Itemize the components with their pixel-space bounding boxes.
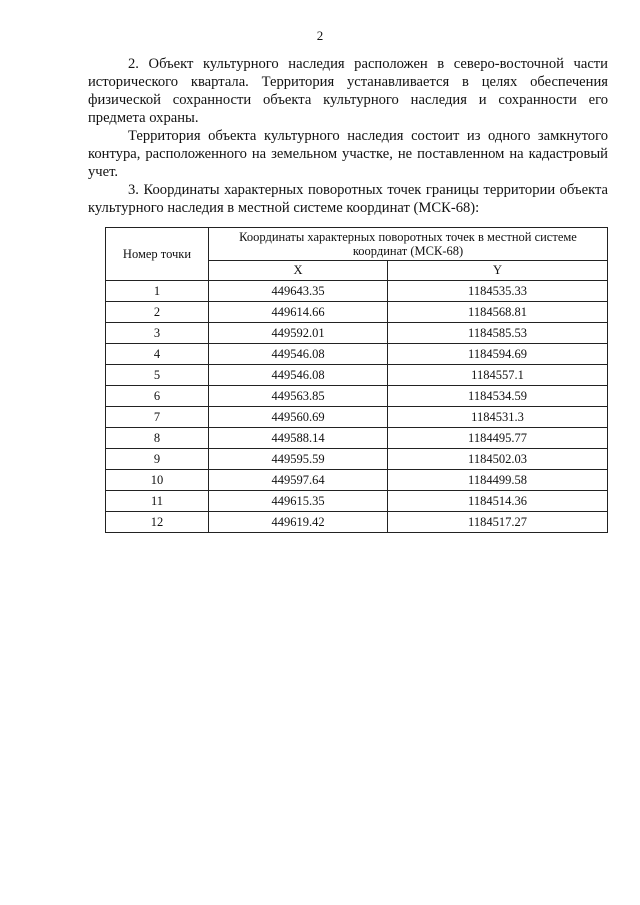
cell-x: 449563.85	[209, 386, 388, 407]
cell-y: 1184568.81	[388, 302, 608, 323]
table-row	[106, 512, 608, 533]
cell-point-number: 6	[106, 386, 209, 407]
cell-point-number: 10	[106, 470, 209, 491]
header-coordinates-group: Координаты характерных поворотных точек в местной системе координат (МСК-68)	[209, 228, 608, 261]
header-y: Y	[388, 261, 608, 281]
cell-x: 449597.64	[209, 470, 388, 491]
table-row	[106, 323, 608, 344]
cell-y: 1184585.53	[388, 323, 608, 344]
cell-y: 1184495.77	[388, 428, 608, 449]
cell-x: 449595.59	[209, 449, 388, 470]
table-row	[106, 470, 608, 491]
cell-x: 449546.08	[209, 344, 388, 365]
paragraph-coordinates: 3. Координаты характерных поворотных точек границы территории объекта культурного наследия в местной системе координат (МСК-68):	[88, 182, 608, 216]
cell-point-number: 1	[106, 281, 209, 302]
cell-y: 1184514.36	[388, 491, 608, 512]
cell-y: 1184557.1	[388, 365, 608, 386]
cell-x: 449592.01	[209, 323, 388, 344]
cell-point-number: 3	[106, 323, 209, 344]
table-row	[106, 449, 608, 470]
cell-y: 1184502.03	[388, 449, 608, 470]
cell-y: 1184535.33	[388, 281, 608, 302]
header-point-number: Номер точки	[106, 228, 209, 281]
cell-x: 449560.69	[209, 407, 388, 428]
cell-x: 449619.42	[209, 512, 388, 533]
table-row	[106, 344, 608, 365]
cell-x: 449546.08	[209, 365, 388, 386]
cell-point-number: 12	[106, 512, 209, 533]
cell-y: 1184531.3	[388, 407, 608, 428]
table-row	[106, 365, 608, 386]
cell-point-number: 5	[106, 365, 209, 386]
paragraph-location: 2. Объект культурного наследия расположен в северо-восточной части исторического квартала. Территория устанавливается в целях обеспечения физической сохранности объекта культурного наследия и сохранности его предмета охраны.	[88, 56, 608, 126]
coordinates-table	[105, 227, 608, 533]
document-body	[88, 55, 608, 217]
cell-y: 1184499.58	[388, 470, 608, 491]
cell-x: 449614.66	[209, 302, 388, 323]
cell-x: 449588.14	[209, 428, 388, 449]
table-row	[106, 302, 608, 323]
cell-point-number: 7	[106, 407, 209, 428]
cell-point-number: 2	[106, 302, 209, 323]
table-row	[106, 407, 608, 428]
cell-y: 1184534.59	[388, 386, 608, 407]
cell-point-number: 9	[106, 449, 209, 470]
cell-point-number: 4	[106, 344, 209, 365]
page-number: 2	[316, 28, 324, 43]
cell-y: 1184517.27	[388, 512, 608, 533]
table-row	[106, 386, 608, 407]
table-row	[106, 491, 608, 512]
cell-point-number: 11	[106, 491, 209, 512]
cell-x: 449643.35	[209, 281, 388, 302]
paragraph-territory: Территория объекта культурного наследия состоит из одного замкнутого контура, расположенного на земельном участке, не поставленном на кадастровый учет.	[88, 128, 608, 180]
header-x: X	[209, 261, 388, 281]
cell-point-number: 8	[106, 428, 209, 449]
table-header-row	[106, 228, 608, 261]
cell-x: 449615.35	[209, 491, 388, 512]
table-row	[106, 281, 608, 302]
cell-y: 1184594.69	[388, 344, 608, 365]
table-row	[106, 428, 608, 449]
